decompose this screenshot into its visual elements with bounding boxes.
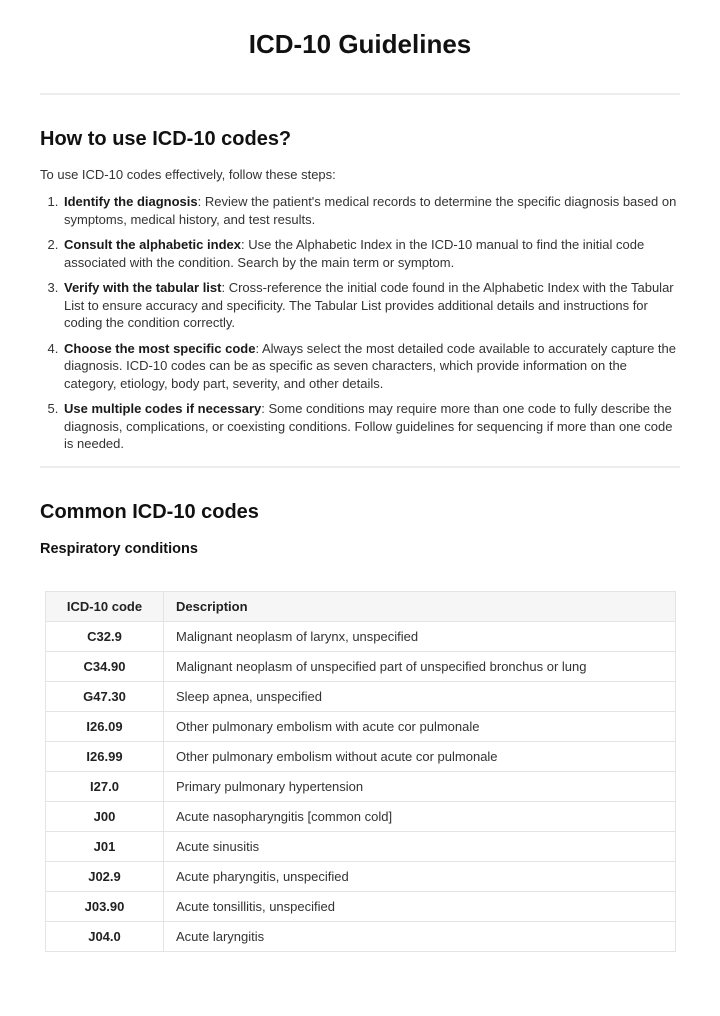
how-to-heading: How to use ICD-10 codes? [40, 128, 292, 150]
how-to-section [40, 128, 680, 453]
step-item [62, 340, 680, 393]
code-cell: J01 [46, 831, 164, 861]
table-row [46, 651, 676, 681]
step-item [62, 400, 680, 453]
table-row [46, 891, 676, 921]
step-item [62, 236, 680, 271]
code-cell: I27.0 [46, 771, 164, 801]
step-text: : Some conditions may require more than one code to fully describe the diagnosis, complications, or coexisting conditions. Follow guidelines for sequencing if more than one code is needed. [64, 401, 673, 451]
common-codes-section [40, 501, 680, 952]
code-cell: C34.90 [46, 651, 164, 681]
step-item [62, 193, 680, 228]
common-codes-heading: Common ICD-10 codes [40, 500, 259, 523]
description-cell: Acute laryngitis [164, 921, 676, 951]
column-header-code: ICD-10 code [46, 591, 164, 621]
codes-table-body [46, 621, 676, 951]
step-label: Verify with the tabular list [64, 280, 222, 295]
step-label: Consult the alphabetic index [64, 237, 241, 252]
horizontal-divider [40, 93, 680, 95]
code-cell: J03.90 [46, 891, 164, 921]
code-cell: J02.9 [46, 861, 164, 891]
table-row [46, 681, 676, 711]
steps-list [40, 193, 680, 453]
codes-table [45, 591, 676, 952]
description-cell: Acute sinusitis [164, 831, 676, 861]
description-cell: Acute nasopharyngitis [common cold] [164, 801, 676, 831]
description-cell: Sleep apnea, unspecified [164, 681, 676, 711]
code-cell: G47.30 [46, 681, 164, 711]
table-row [46, 621, 676, 651]
table-row [46, 711, 676, 741]
code-cell: C32.9 [46, 621, 164, 651]
description-cell: Malignant neoplasm of unspecified part of unspecified bronchus or lung [164, 651, 676, 681]
step-label: Choose the most specific code [64, 340, 256, 356]
table-row [46, 921, 676, 951]
table-row [46, 771, 676, 801]
codes-table-head [46, 591, 676, 621]
code-cell: I26.99 [46, 741, 164, 771]
step-label: Use multiple codes if necessary [64, 401, 262, 416]
page-title: ICD-10 Guidelines [248, 29, 472, 59]
step-item [62, 279, 680, 332]
code-cell: I26.09 [46, 711, 164, 741]
step-label: Identify the diagnosis [64, 194, 198, 209]
horizontal-divider [40, 466, 680, 468]
code-cell: J00 [46, 801, 164, 831]
step-text: : Always select the most detailed code available to accurately capture the diagnosis. ICD-10 codes can be as specific as seven characters, which provide information on the category, etiology, body part, severity, and other details. [64, 340, 677, 391]
description-cell: Malignant neoplasm of larynx, unspecified [164, 621, 676, 651]
table-row [46, 801, 676, 831]
description-cell: Acute tonsillitis, unspecified [164, 891, 676, 921]
step-text: : Review the patient's medical records to determine the specific diagnosis based on symptoms, medical history, and test results. [64, 194, 677, 227]
respiratory-subheading: Respiratory conditions [40, 540, 198, 557]
table-header-row [46, 591, 676, 621]
column-header-description: Description [164, 591, 676, 621]
description-cell: Acute pharyngitis, unspecified [164, 861, 676, 891]
table-row [46, 741, 676, 771]
step-text: : Use the Alphabetic Index in the ICD-10 manual to find the initial code associated with the condition. Search by the main term or symptom. [64, 237, 645, 270]
description-cell: Other pulmonary embolism with acute cor pulmonale [164, 711, 676, 741]
table-row [46, 831, 676, 861]
code-cell: J04.0 [46, 921, 164, 951]
description-cell: Primary pulmonary hypertension [164, 771, 676, 801]
description-cell: Other pulmonary embolism without acute cor pulmonale [164, 741, 676, 771]
how-to-intro: To use ICD-10 codes effectively, follow these steps: [40, 167, 336, 182]
step-text: : Cross-reference the initial code found in the Alphabetic Index with the Tabular List to ensure accuracy and specificity. The Tabular List provides additional details and instructions for coding the condition correctly. [64, 280, 674, 330]
table-row [46, 861, 676, 891]
